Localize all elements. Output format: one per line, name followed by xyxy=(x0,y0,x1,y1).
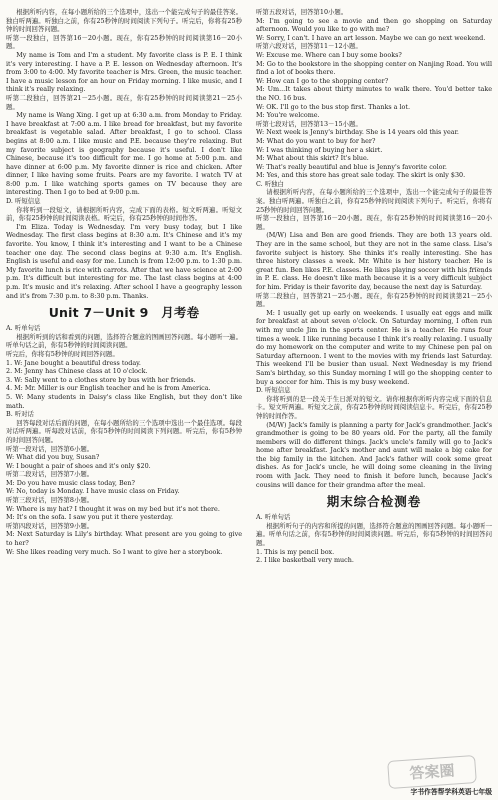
section-heading: A. 听单句话 xyxy=(256,513,291,522)
section-note: 听第六段对话，回答第11－12小题。 xyxy=(256,42,362,51)
instruction-text: 请根据所听内容，在每小题所给的三个选项中，选出一个能完成句子的最佳答案。独白听两遍。听独白之前，你有25秒钟的时间阅读下列句子。听完后，你将有25秒钟的时间回答问题。 xyxy=(256,188,492,214)
monologue-text: (M/W) Lisa and Ben are good friends. They are both 13 years old. They are in the same school, but they are not in the same class. Lisa's favorite subject is history. She thinks it's really interesting. She has three history classes a week. Mr. White is her history teacher. He is great fun. Ben likes P.E. classes. He likes playing soccer with his friends in P. E. class. He doesn't like math because it is a very difficult subject for him. Friday is their favorite day, because the next day is Saturday. xyxy=(256,231,492,291)
section-note: 听第五段对话，回答第10小题。 xyxy=(256,8,348,16)
dialogue-line: M: Next Saturday is Lily's birthday. What present are you going to give to her? xyxy=(6,530,242,548)
section-note: 听第二段独白，回答第21－25小题。现在，你有25秒钟的时间阅读第21－25小题。 xyxy=(6,93,242,111)
monologue-text: My name is Wang Xing. I get up at 6:30 a.m. from Monday to Friday. I have breakfast at 7:00 a.m. I like bread for breakfast, but my favorite breakfast is vegetable salad. After breakfast, I go to school. Class begins at 8:00 a.m. I like music and P.E. because they're relaxing. But my favorite subject is geography because it's useful. I don't like Chinese, because it's too difficult for me. I go home at 5:00 p.m. and have dinner at 6:00 p.m. My favorite dinner is rice and chicken. After dinner, I like having some fruits. Pears are my favorite. I watch TV at 8:00 p.m. I like watching sports games on TV because they are interesting. Then I go to bed at 9:00 p.m. xyxy=(6,111,242,197)
passage-text: I'm Eliza. Today is Wednesday. I'm very busy today, but I like Wednesday. The first class begins at 8:30 a.m. It's Chinese and it's my favorite. You know, I think it's interesting and I want to be a Chinese teacher one day. The second class begins at 9:30 a.m. It's English. English is useful and easy for me. Lunch is from 12:00 p.m. to 1:30 p.m. My favorite lunch is rice with carrots. After that we have science at 2:00 p.m. It's difficult but interesting for me. The last class begins at 4:00 p.m. It's music and it's relaxing. After school I have a geography lesson and it's from 7:30 p.m. to 8:30 p.m. Thanks. xyxy=(6,222,242,300)
dialogue-line: W: She likes reading very much. So I want to give her a storybook. xyxy=(6,547,223,556)
section-heading: D. 听短信息 xyxy=(256,386,291,395)
section-note: 听第一段独白，回答第16－20小题。现在，你有25秒钟的时间阅读第16－20小题。 xyxy=(6,33,242,51)
dialogue-line: W: Excuse me. Where can I buy some books? xyxy=(256,50,402,59)
script-line: 4. M: Mr. Miller is our English teacher and he is from America. xyxy=(6,384,211,393)
dialogue-line: W: How can I go to the shopping center? xyxy=(256,76,389,85)
instruction-text: 回答每段对话后面的问题，在每小题所给的三个选项中选出一个最佳选项。每段对话听两遍。听每段对话前，你有5秒钟的时间阅读下列问题。听完后，你有5秒钟的时间回答问题。 xyxy=(6,418,242,444)
section-heading: A. 听单句话 xyxy=(6,324,41,333)
monologue-text: M: I usually get up early on weekends. I usually eat eggs and milk for breakfast at about seven o'clock. On Saturday morning, I often run with my uncle Jim in the sports center. He is a teacher. He runs four times a week. I like running because I think it's really relaxing. I usually do my homework on the computer and write to my Chinese pen pal on Saturday afternoon. I went to the movies with my friends last Saturday. This weekend I'll be busier than usual. Next Wednesday is my friend Sam's birthday, so this Sunday morning I will go the shopping center to buy a soccer for him. This is my busy weekend. xyxy=(256,308,492,386)
dialogue-line: W: No, today is Monday. I have music class on Friday. xyxy=(6,487,180,496)
unit-title: Unit 7－Unit 9 月考卷 xyxy=(48,305,200,321)
instruction-text: 听完后，你将有5秒钟的时间回答问题。 xyxy=(6,349,119,358)
dialogue-line: W: Sorry, I can't. I have an art lesson. Maybe we can go next weekend. xyxy=(256,33,486,42)
script-line: 3. W: Sally went to a clothes store by bus with her friends. xyxy=(6,375,196,384)
section-note: 听第四段对话，回答第9小题。 xyxy=(6,521,94,530)
script-line: 5. W: Many students in Daisy's class like English, but they don't like math. xyxy=(6,392,242,410)
dialogue-line: W: Where is my hat? I thought it was on my bed but it's not there. xyxy=(6,504,220,513)
left-column xyxy=(6,8,242,556)
instruction-text: 根据所听内容，在每小题所给的三个选项中，选出一个能完成句子的最佳答案。独白听两遍。听独白之前，你有25秒钟的时间阅读下列句子。听完后，你将有25秒钟的时间回答问题。 xyxy=(6,8,242,34)
watermark-logo: 答案圈 xyxy=(387,755,477,789)
section-note: 听第七段对话，回答第13－15小题。 xyxy=(256,119,362,128)
instruction-text: 你将听到的是一段关于生日派对的短文。请你根据你所听内容完成下面的信息卡。短文听两遍。听短文之前，你有25秒钟的时间阅读信息卡。听完后，你有25秒钟的时间作答。 xyxy=(256,394,492,420)
dialogue-line: M: Go to the bookstore in the shopping center on Nanjing Road. You will find a lot of books there. xyxy=(256,59,492,77)
dialogue-line: M: I'm going to see a movie and then go shopping on Saturday afternoon. Would you like to go with me? xyxy=(256,16,492,34)
monologue-text: My name is Tom and I'm a student. My favorite class is P. E. I think it's very interesting. I have a P. E. lesson on Wednesday afternoon. It's from 3:00 to 4:00. My favorite teacher is Mrs. Green, the music teacher. I have a music lesson for an hour on Friday morning. I like music, and I think it's really relaxing. xyxy=(6,50,242,94)
script-line: 1. This is my pencil box. xyxy=(256,547,335,556)
dialogue-line: M: It's on the sofa. I saw you put it there yesterday. xyxy=(6,513,174,522)
dialogue-line: M: You're welcome. xyxy=(256,111,320,120)
right-column xyxy=(256,8,492,565)
script-line: 2. M: Jenny has Chinese class at 10 o'clock. xyxy=(6,367,148,376)
dialogue-line: W: Next week is Jenny's birthday. She is 14 years old this year. xyxy=(256,128,459,137)
page-footer: 字书作答帮学科英语七年级 xyxy=(410,788,492,796)
section-note: 听第二段对话，回答第7小题。 xyxy=(6,470,94,479)
section-note: 听第三段对话，回答第8小题。 xyxy=(6,496,94,505)
dialogue-line: W: I bought a pair of shoes and it's only $20. xyxy=(6,461,151,470)
section-note: 听第一段独白，回答第16－20小题。现在，你有25秒钟的时间阅读第16－20小题。 xyxy=(256,214,492,231)
dialogue-line: W: What did you buy, Susan? xyxy=(6,453,100,462)
dialogue-line: M: Yes, and this store has great sale today. The skirt is only $30. xyxy=(256,171,466,180)
dialogue-line: M: Do you have music class today, Ben? xyxy=(6,478,135,487)
script-line: 2. I like basketball very much. xyxy=(256,556,354,565)
section-heading: B. 听对话 xyxy=(6,410,34,419)
section-note: 听第二段独白，回答第21－25小题。现在，你有25秒钟的时间阅读第21－25小题。 xyxy=(256,291,492,309)
script-line: 1. W: Jane bought a beautiful dress today. xyxy=(6,358,141,367)
dialogue-line: W: I was thinking of buying her a skirt. xyxy=(256,145,383,154)
dialogue-line: M: Um...It takes about thirty minutes to walk there. You'd better take the NO. 16 bus. xyxy=(256,85,492,102)
section-note: 听第一段对话，回答第6小题。 xyxy=(6,444,94,453)
dialogue-line: W: That's really beautiful and blue is Jenny's favorite color. xyxy=(256,162,447,171)
section-heading: C. 听独白 xyxy=(256,179,284,188)
dialogue-line: M: What do you want to buy for her? xyxy=(256,136,376,145)
dialogue-line: W: OK. I'll go to the bus stop first. Thanks a lot. xyxy=(256,102,410,111)
section-heading: D. 听短信息 xyxy=(6,197,41,206)
instruction-text: 你将听到一段短文，请根据所听内容，完成下面的表格。短文听两遍。听短文前，你有25秒钟的时间阅读表格。听完后，你有25秒钟的时间作答。 xyxy=(6,205,242,223)
instruction-text: 根据所听句子的内容和所提的问题，选择符合题意的图画回答问题。每小题听一遍。听单句话之前，你有5秒钟的时间阅读问题。听完后，你有5秒钟的时间回答问题。 xyxy=(256,521,492,548)
instruction-text: 根据所听到的话和看到的问题，选择符合题意的图画回答问题。每小题听一遍。听单句话之前，你有5秒钟的时间阅读问题。 xyxy=(6,332,242,350)
final-exam-title: 期末综合检测卷 xyxy=(326,494,422,510)
dialogue-line: M: What about this skirt? It's blue. xyxy=(256,154,369,163)
passage-text: (M/W) Jack's family is planning a party for Jack's grandmother. Jack's grandmother is going to be 80 years old. For the party, all the family members will do different things. Jack's uncle's family will go to Jack's home after breakfast. Jack's mother and aunt will make a big cake for the big family in the kitchen. And Jack's father will cook some great dishes. As for Jack's uncle, he will doing some cleaning in the living room with Jack. They need to finish it before lunch, because Jack's cousins will dance for their grandma after the meal. xyxy=(256,420,492,489)
stamp-circle-icon xyxy=(468,267,484,283)
